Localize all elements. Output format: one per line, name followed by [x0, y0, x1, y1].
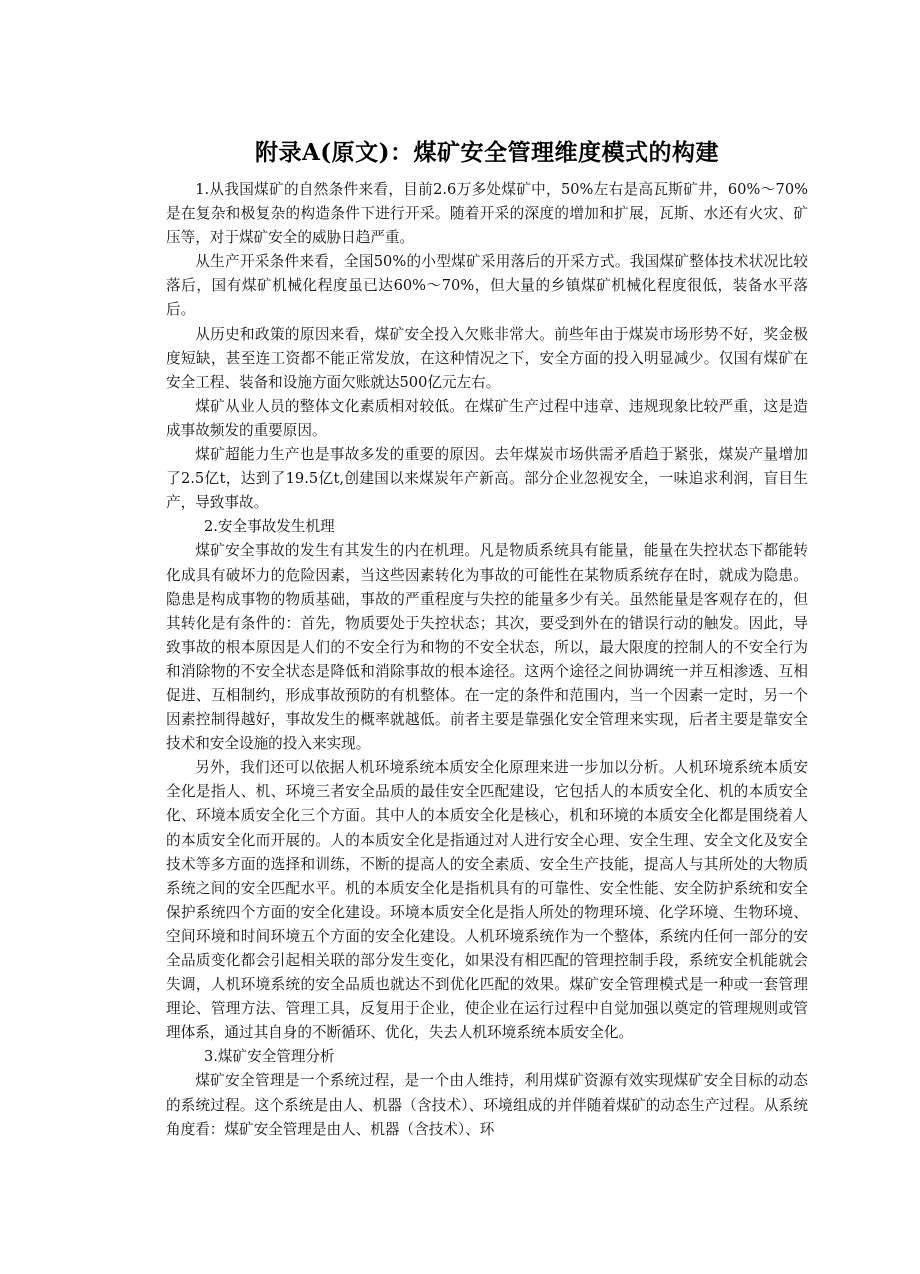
document-body	[166, 178, 808, 1142]
body-paragraph: 1.从我国煤矿的自然条件来看，目前2.6万多处煤矿中，50%左右是高瓦斯矿井，60%～70%是在复杂和极复杂的构造条件下进行开采。随着开采的深度的增加和扩展，瓦斯、水还有火灾、矿压等，对于煤矿安全的威胁日趋严重。	[166, 181, 808, 247]
body-paragraph: 煤矿安全管理是一个系统过程，是一个由人维持，利用煤矿资源有效实现煤矿安全目标的动态的系统过程。这个系统是由人、机器（含技术）、环境组成的并伴随着煤矿的动态生产过程。从系统角度看：煤矿安全管理是由人、机器（含技术）、环	[166, 1072, 808, 1138]
body-paragraph: 另外，我们还可以依据人机环境系统本质安全化原理来进一步加以分析。人机环境系统本质安全化是指人、机、环境三者安全品质的最佳安全匹配建设，它包括人的本质安全化、机的本质安全化、环境本质安全化三个方面。其中人的本质安全化是核心，机和环境的本质安全化都是围绕着人的本质安全化而开展的。人的本质安全化是指通过对人进行安全心理、安全生理、安全文化及安全技术等多方面的选择和训练，不断的提高人的安全素质、安全生产技能，提高人与其所处的大物质系统之间的安全匹配水平。机的本质安全化是指机具有的可靠性、安全性能、安全防护系统和安全保护系统四个方面的安全化建设。环境本质安全化是指人所处的物理环境、化学环境、生物环境、空间环境和时间环境五个方面的安全化建设。人机环境系统作为一个整体，系统内任何一部分的安全品质变化都会引起相关联的部分发生变化，如果没有相匹配的管理控制手段，系统安全机能就会失调，人机环境系统的安全品质也就达不到优化匹配的效果。煤矿安全管理模式是一种或一套管理理论、管理方法、管理工具，反复用于企业，使企业在运行过程中自觉加强以奠定的管理规则或管理体系，通过其自身的不断循环、优化，失去人机环境系统本质安全化。	[166, 759, 808, 1042]
body-paragraph: 煤矿超能力生产也是事故多发的重要的原因。去年煤炭市场供需矛盾趋于紧张，煤炭产量增加了2.5亿t，达到了19.5亿t,创建国以来煤炭年产新高。部分企业忽视安全，一味追求利润，盲目生产，导致事故。	[166, 446, 808, 512]
body-paragraph: 煤矿从业人员的整体文化素质相对较低。在煤矿生产过程中违章、违规现象比较严重，这是造成事故频发的重要原因。	[166, 397, 808, 439]
body-paragraph: 从生产开采条件来看，全国50%的小型煤矿采用落后的开采方式。我国煤矿整体技术状况比较落后，国有煤矿机械化程度虽已达60%～70%，但大量的乡镇煤矿机械化程度很低，装备水平落后。	[166, 253, 808, 319]
body-paragraph: 从历史和政策的原因来看，煤矿安全投入欠账非常大。前些年由于煤炭市场形势不好，奖金极度短缺，甚至连工资都不能正常发放，在这种情况之下，安全方面的投入明显减少。仅国有煤矿在安全工程、装备和设施方面欠账就达500亿元左右。	[166, 325, 808, 391]
body-paragraph: 煤矿安全事故的发生有其发生的内在机理。凡是物质系统具有能量，能量在失控状态下都能转化成具有破坏力的危险因素，当这些因素转化为事故的可能性在某物质系统存在时，就成为隐患。隐患是构成事物的物质基础，事故的严重程度与失控的能量多少有关。虽然能量是客观存在的，但其转化是有条件的：首先，物质要处于失控状态；其次，要受到外在的错误行动的触发。因此，导致事故的根本原因是人们的不安全行为和物的不安全状态，所以，最大限度的控制人的不安全行为和消除物的不安全状态是降低和消除事故的根本途径。这两个途径之间协调统一并互相渗透、互相促进、互相制约，形成事故预防的有机整体。在一定的条件和范围内，当一个因素一定时，另一个因素控制得越好，事故发生的概率就越低。前者主要是靠强化安全管理来实现，后者主要是靠安全技术和安全设施的投入来实现。	[166, 542, 808, 753]
section-heading: 3.煤矿安全管理分析	[203, 1048, 335, 1066]
document-page	[166, 134, 808, 1142]
section-heading: 2.安全事故发生机理	[203, 518, 335, 536]
document-title: 附录A(原文)：煤矿安全管理维度模式的构建	[254, 139, 720, 166]
